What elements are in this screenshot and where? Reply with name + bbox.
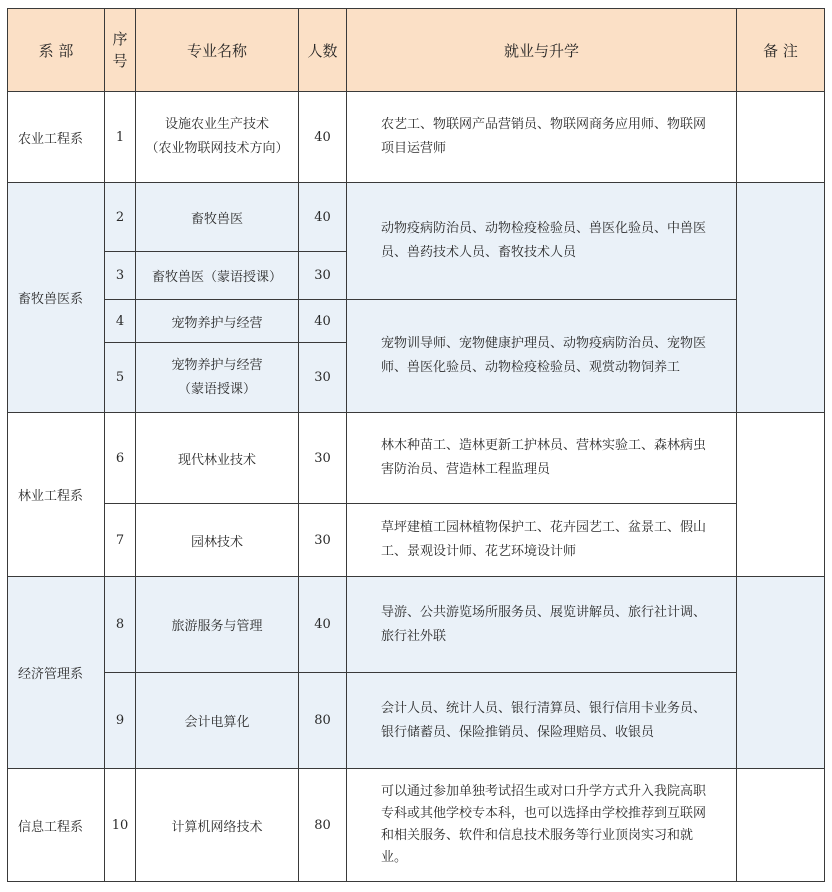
dept-cell: 畜牧兽医系 [8, 183, 105, 413]
major-cell: 畜牧兽医（蒙语授课） [136, 252, 299, 300]
table-row [8, 769, 825, 882]
header-dept: 系 部 [8, 9, 105, 92]
count-cell: 80 [299, 769, 347, 882]
header-row [8, 9, 825, 92]
seq-cell: 3 [105, 252, 136, 300]
table-row [8, 92, 825, 183]
count-cell: 40 [299, 300, 347, 343]
table-row [8, 673, 825, 769]
career-cell: 宠物训导师、宠物健康护理员、动物疫病防治员、宠物医师、兽医化验员、动物检疫检验员、观赏动物饲养工 [347, 300, 737, 413]
header-career: 就业与升学 [347, 9, 737, 92]
count-cell: 30 [299, 504, 347, 577]
seq-cell: 8 [105, 577, 136, 673]
major-cell: 旅游服务与管理 [136, 577, 299, 673]
remark-cell [737, 769, 825, 882]
seq-cell: 5 [105, 343, 136, 413]
major-cell [136, 343, 299, 413]
count-cell: 40 [299, 577, 347, 673]
header-remark: 备 注 [737, 9, 825, 92]
count-cell: 30 [299, 252, 347, 300]
seq-cell: 6 [105, 413, 136, 504]
seq-cell: 10 [105, 769, 136, 882]
major-cell: 会计电算化 [136, 673, 299, 769]
enrollment-table [7, 8, 825, 882]
career-cell: 导游、公共游览场所服务员、展览讲解员、旅行社计调、旅行社外联 [347, 577, 737, 673]
count-cell: 80 [299, 673, 347, 769]
major-name: 宠物养护与经营 [171, 357, 263, 373]
count-cell: 40 [299, 92, 347, 183]
major-cell: 畜牧兽医 [136, 183, 299, 252]
seq-cell: 1 [105, 92, 136, 183]
remark-cell [737, 577, 825, 769]
header-major: 专业名称 [136, 9, 299, 92]
header-seq: 序号 [105, 9, 136, 92]
career-cell: 农艺工、物联网产品营销员、物联网商务应用师、物联网项目运营师 [347, 92, 737, 183]
remark-cell [737, 92, 825, 183]
table-row [8, 183, 825, 252]
table-row [8, 577, 825, 673]
career-cell: 动物疫病防治员、动物检疫检验员、兽医化验员、中兽医员、兽药技术人员、畜牧技术人员 [347, 183, 737, 300]
count-cell: 30 [299, 343, 347, 413]
remark-cell [737, 183, 825, 413]
dept-cell: 经济管理系 [8, 577, 105, 769]
dept-cell: 林业工程系 [8, 413, 105, 577]
major-note: （农业物联网技术方向） [145, 141, 289, 156]
major-cell: 宠物养护与经营 [136, 300, 299, 343]
table-row [8, 504, 825, 577]
count-cell: 40 [299, 183, 347, 252]
career-cell: 草坪建植工园林植物保护工、花卉园艺工、盆景工、假山工、景观设计师、花艺环境设计师 [347, 504, 737, 577]
major-note: （蒙语授课） [177, 381, 256, 397]
table-row [8, 300, 825, 343]
seq-cell: 4 [105, 300, 136, 343]
major-cell: 现代林业技术 [136, 413, 299, 504]
remark-cell [737, 413, 825, 577]
major-cell: 计算机网络技术 [136, 769, 299, 882]
seq-cell: 9 [105, 673, 136, 769]
major-name: 设施农业生产技术 [164, 117, 269, 132]
career-cell: 会计人员、统计人员、银行清算员、银行信用卡业务员、银行储蓄员、保险推销员、保险理赔员、收银员 [347, 673, 737, 769]
major-cell: 园林技术 [136, 504, 299, 577]
dept-cell: 农业工程系 [8, 92, 105, 183]
seq-cell: 2 [105, 183, 136, 252]
career-cell: 林木种苗工、造林更新工护林员、营林实验工、森林病虫害防治员、营造林工程监理员 [347, 413, 737, 504]
major-cell [136, 92, 299, 183]
table-row [8, 413, 825, 504]
seq-cell: 7 [105, 504, 136, 577]
count-cell: 30 [299, 413, 347, 504]
dept-cell: 信息工程系 [8, 769, 105, 882]
header-count: 人数 [299, 9, 347, 92]
career-cell: 可以通过参加单独考试招生或对口升学方式升入我院高职专科或其他学校专本科，也可以选择由学校推荐到互联网和相关服务、软件和信息技术服务等行业顶岗实习和就业。 [347, 769, 737, 882]
